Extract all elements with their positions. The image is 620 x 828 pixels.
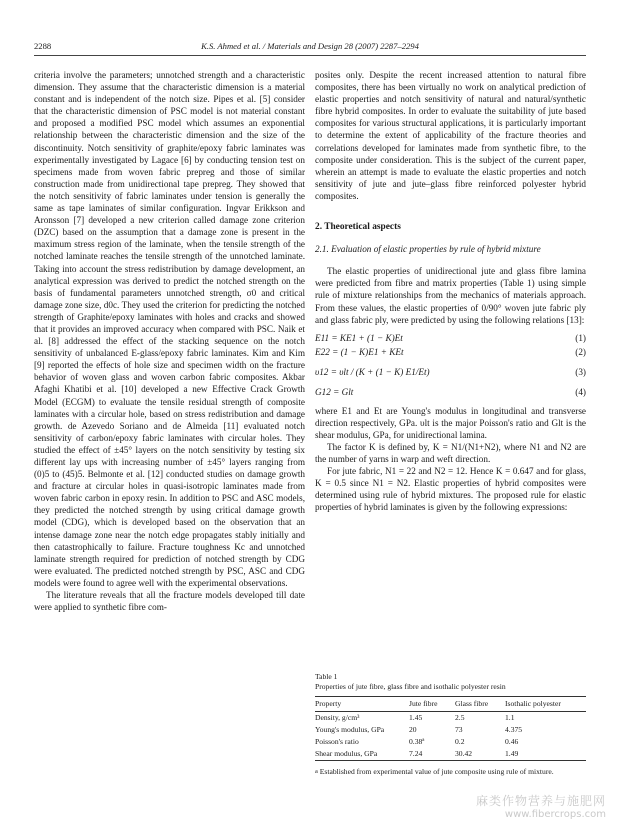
table-cell: 1.45 <box>409 713 423 722</box>
table-header-cell: Glass fibre <box>455 699 489 708</box>
table-caption: Properties of jute fibre, glass fibre and isothalic polyester resin <box>315 682 506 691</box>
equation-expression: E22 = (1 − K)E1 + KEt <box>315 346 404 357</box>
table-cell: Young's modulus, GPa <box>315 725 385 734</box>
site-watermark <box>476 792 606 820</box>
running-head: K.S. Ahmed et al. / Materials and Design 28 (2007) 2287–2294 <box>201 41 419 51</box>
table-cell: 30.42 <box>455 749 473 758</box>
table-cell: 1.49 <box>505 749 519 758</box>
table-cell: 0.46 <box>505 737 519 746</box>
right-paragraph-2: The elastic properties of unidirectional jute and glass fibre lamina were predicted from fibre and matrix properties (Table 1) using simple rule of mixture relationships from the mechanics of materials approach. From these values, the elastic properties of 0/90° woven jute fabric ply and glass fabric ply, were predicted by using the following relations [13]: <box>315 266 586 325</box>
watermark-title: 麻类作物营养与施肥网 <box>475 794 606 808</box>
table-cell: 1.1 <box>505 713 515 722</box>
table-row <box>315 724 586 736</box>
right-paragraph-4: The factor K is defined by, K = N1/(N1+N2), where N1 and N2 are the number of yarns in warp and weft direction. <box>315 441 586 465</box>
table-row <box>315 736 586 748</box>
page-number: 2288 <box>34 41 52 51</box>
table-cell: 4.375 <box>505 725 523 734</box>
right-paragraph-5: For jute fabric, N1 = 22 and N2 = 12. Hence K = 0.647 and for glass, K = 0.5 since N1 = N2. Elastic properties of hybrid composites were determined using rule of hybrid mixtures. The proposed rule for elastic properties of hybrid laminates is given by the following expressions: <box>315 466 586 513</box>
left-paragraph-2: The literature reveals that all the fracture models developed till date were applied to synthetic fibre com- <box>34 590 305 613</box>
footnote-text: Established from experimental value of jute composite using rule of mixture. <box>319 767 554 776</box>
subsection-title: 2.1. Evaluation of elastic properties by rule of hybrid mixture <box>315 244 541 255</box>
table-cell: 0.2 <box>455 737 465 746</box>
equation-4 <box>315 386 586 400</box>
equation-number: (2) <box>575 346 586 357</box>
equation-number: (4) <box>575 386 586 397</box>
table-cell: 2.5 <box>455 713 465 722</box>
table-row <box>315 712 586 725</box>
equation-expression: E11 = KE1 + (1 − K)Et <box>315 332 403 343</box>
equation-expression: υ12 = υlt / (K + (1 − K) E1/Et) <box>315 366 430 377</box>
left-paragraph-1: criteria involve the parameters; unnotched strength and a characteristic dimension. They assume that the characteristic dimension is a material constant and is independent of the notch size. Pipes et al. [5] consider that the characteristic dimension of PSC model is not material constant and proposed a modified PSC model which assumes an exponential relationship between the characteristic dimension and the size of the discontinuity. Notch sensitivity of graphite/epoxy fabric laminates was experimentally investigated by Lagace [6] by conducting tension test on specimens made from woven fabric prepreg and those of similar construction made from unidirectional tape prepreg. They showed that the notch sensitivity of fabric laminates under tension is generally the same as tape laminates of similar configuration. Ingvar Erikkson and Aronsson [7] developed a new criterion called damage zone criterion (DZC) based on the assumption that a damage zone is present in the maximum stress region of the laminate, when the tensile strength of the notched laminate reaches the tensile strength of the unnotched laminate. Taking into account the stress redistribution by damage development, an analytical expression was derived to predict the notched strength on the basis of fundamental parameters unnotched strength, σ0 and critical damage zone size, d0c. They used the criterion for predicting the notched strength of Graphite/epoxy laminates with holes and cracks and showed that it provides an improved accuracy when compared with PSC. Naik et al. [8] addressed the effect of the stacking sequence on the notch sensitivity of unbalanced E-glass/epoxy fabric laminates. Kim and Kim [9] reported the effects of hole size and specimen width on the fracture behavior of woven glass and woven carbon fabric composites. Akbar Afaghi Khatibi et al. [10] developed a new Effective Crack Growth Model (ECGM) to evaluate the tensile residual strength of composite laminates with a circular hole, based on stress redistribution and damage growth. de Azevedo Soriano and de Almeida [11] evaluated notch sensitivity of carbon/epoxy fabric laminates with circular holes. They studied the effect of ±45° layers on the notch sensitivity by testing six different lay ups with increasing number of ±45° layers ranging from (0)5 to (45)5. Belmonte et al. [12] conducted studies on damage growth and fracture at circular holes in quasi-isotropic laminates made from woven fabric carbon in epoxy resin. In addition to PSC and ASC models, they predicted the notched strength by using critical damage growth model (CDG), which is developed based on the observation that an intense damage zone near the notch edge propagates stably initially and then catastrophically to failure. Fracture toughness Kc and unnotched laminate strength required for prediction of notched strength by CDG were evaluated. The predicted notched strength by PSC, ASC and CDG models were found to agree well with the experimental observations. <box>34 70 305 588</box>
table-cell: Density, g/cm³ <box>315 713 360 722</box>
right-paragraph-3: where E1 and Et are Young's modulus in longitudinal and transverse direction respectively, GPa. υlt is the major Poisson's ratio and Glt is the shear modulus, GPa, for unidirectional lamina. <box>315 405 586 440</box>
table-header-cell: Isothalic polyester <box>505 699 561 708</box>
equation-2 <box>315 346 586 360</box>
right-paragraph-1: posites only. Despite the recent increased attention to natural fibre composites, there has been virtually no work on analytical prediction of elastic properties and notch sensitivity of natural and natural/synthetic fibre hybrid composites. In order to evaluate the suitability of jute based composites for various structural applications, it is particularly important to determine the extent of applicability of the fracture theories and correlations developed for laminates made from synthetic fibre, to the composite under consideration. This is the subject of the current paper, wherein an attempt is made to evaluate the elastic properties and notch sensitivity of jute and jute–glass fibre reinforced polyester hybrid composites. <box>315 70 586 201</box>
table-cell: Shear modulus, GPa <box>315 749 378 758</box>
table-cell: 7.24 <box>409 749 423 758</box>
table-label: Table 1 <box>315 672 338 681</box>
equation-expression: G12 = Glt <box>315 386 354 397</box>
table-cell: 0.38ª <box>409 737 425 746</box>
watermark-url: www.fibercrops.com <box>504 809 606 820</box>
table-header-cell: Property <box>315 699 342 708</box>
table-1 <box>315 672 586 777</box>
equation-1 <box>315 332 586 346</box>
equation-number: (1) <box>575 332 586 343</box>
table-header-row <box>315 697 586 712</box>
page-header <box>34 41 586 56</box>
left-column <box>34 69 305 613</box>
properties-table <box>315 696 586 761</box>
table-cell: Poisson's ratio <box>315 737 359 746</box>
table-cell: 73 <box>455 725 463 734</box>
footnote-mark: a <box>315 768 318 775</box>
table-cell: 20 <box>409 725 417 734</box>
table-footnote <box>315 767 586 777</box>
table-row <box>315 748 586 761</box>
equation-3 <box>315 360 586 386</box>
table-header-cell: Jute fibre <box>409 699 438 708</box>
right-column <box>315 69 586 514</box>
section-title: 2. Theoretical aspects <box>315 222 401 233</box>
equation-number: (3) <box>575 366 586 377</box>
